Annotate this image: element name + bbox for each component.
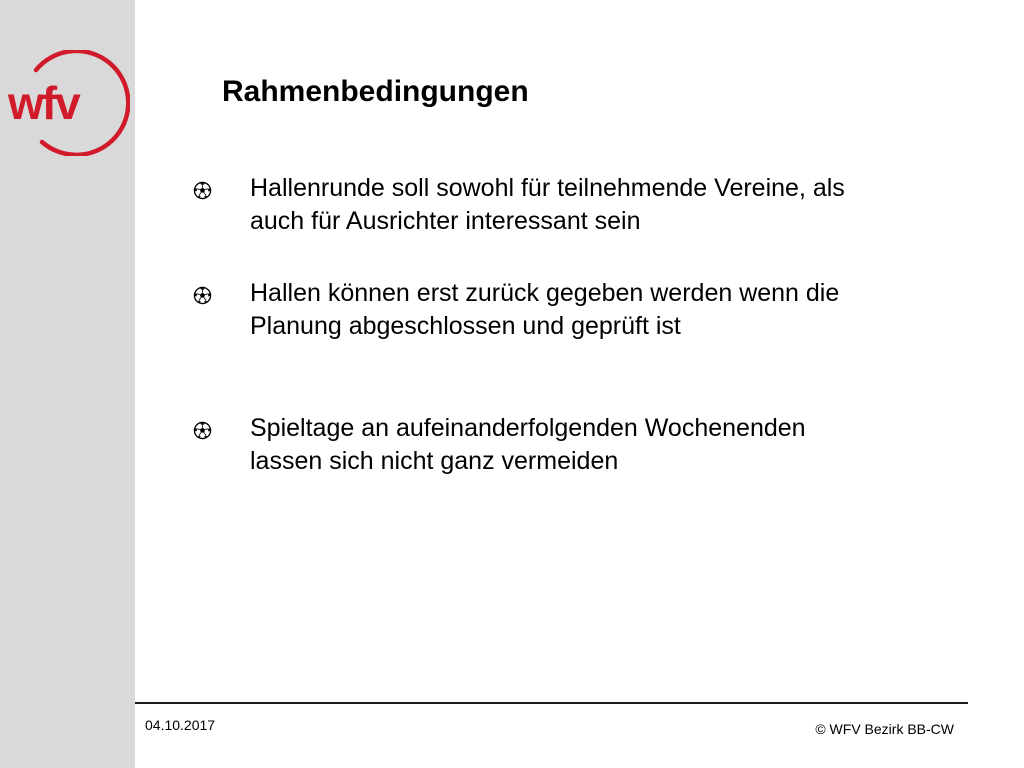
bullet-text: Spieltage an aufeinanderfolgenden Wochenenden lassen sich nicht ganz vermeiden <box>250 414 806 475</box>
footer-copyright: © WFV Bezirk BB-CW <box>815 721 954 737</box>
footer-date: 04.10.2017 <box>145 717 216 733</box>
svg-text:wfv: wfv <box>8 77 79 129</box>
wfv-logo <box>6 50 130 156</box>
soccer-ball-icon <box>193 286 212 305</box>
slide-title: Rahmenbedingungen <box>222 75 529 108</box>
soccer-ball-icon <box>193 421 212 440</box>
footer-divider <box>135 702 968 704</box>
bullet-text: Hallen können erst zurück gegeben werden wenn die Planung abgeschlossen und geprüft ist <box>250 279 840 340</box>
soccer-ball-icon <box>193 181 212 200</box>
sidebar <box>0 0 135 768</box>
bullet-text: Hallenrunde soll sowohl für teilnehmende Vereine, als auch für Ausrichter interessant sein <box>250 174 845 235</box>
